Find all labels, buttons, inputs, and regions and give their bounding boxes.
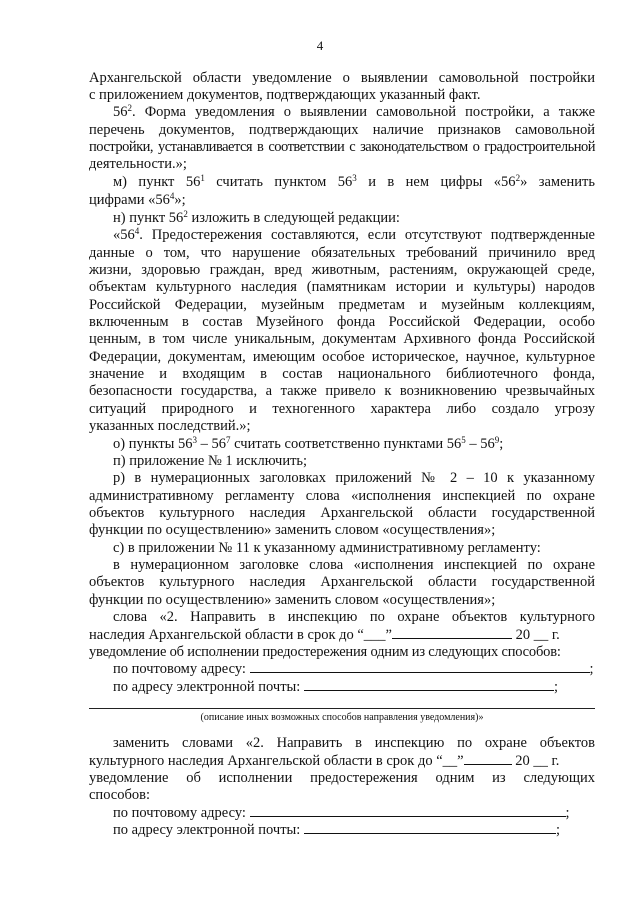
text-line: включенным в состав Музейного фонда Российской Федерации, особо (89, 314, 595, 330)
text-line: жизни, здоровью граждан, вред животным, растениям, окружающей среде, (89, 262, 595, 278)
text-line: слова «2. Направить в инспекцию по охране объектов культурного (113, 609, 595, 625)
text-line: р) в нумерационных заголовках приложений № 2 – 10 к указанному (113, 470, 595, 486)
text-line: в нумерационном заголовке слова «исполнения инспекцией по охране (113, 557, 595, 573)
postal-address-blank (250, 661, 590, 673)
text-line: данные о том, что нарушение обязательных требований причинило вред (89, 245, 595, 261)
text-line: безопасности государства, а также привело к возникновению чрезвычайных (89, 383, 595, 399)
text-line: о) пункты $56^3 - 56^7$ считать соответственно пунктами $56^5 - 56^9$; (113, 435, 504, 452)
text-line: объектов культурного наследия Архангельской области государственной (89, 574, 595, 590)
text-line: по почтовому адресу: ; (113, 805, 570, 821)
email-address-blank (304, 822, 556, 834)
text-line: указанных последствий.»; (89, 418, 251, 434)
text-line: функции по осуществлению» заменить словом «осуществления»; (89, 522, 496, 538)
text-line: Архангельской области уведомление о выявлении самовольной постройки (89, 70, 595, 86)
text-line: н) пункт $56^2$ изложить в следующей редакции: (113, 209, 400, 226)
text-line: с приложением документов, подтверждающих указанный факт. (89, 87, 481, 103)
text-line: деятельности.»; (89, 156, 187, 172)
postal-address-blank (250, 805, 566, 817)
date-blank (464, 753, 512, 765)
text-line: Российской Федерации, музейным предметам и музейным коллекциям, (89, 297, 595, 313)
text-line: объектам культурного наследия (памятникам истории и культуры) народов (89, 279, 595, 295)
text-line: по адресу электронной почты: ; (113, 822, 560, 838)
text-line: п) приложение № 1 исключить; (113, 453, 308, 469)
text-line: ситуаций природного и техногенного характера либо создало угрозу (89, 401, 595, 417)
text-line: объектов культурного наследия Архангельской области государственной (89, 505, 595, 521)
date-blank (392, 627, 512, 639)
text-line: культурного наследия Архангельской области в срок до “__” 20 __ г. (89, 753, 560, 769)
text-line: м) пункт $56^1$ считать пунктом $56^3$ и в нем цифры «$56^2$» заменить (113, 173, 595, 190)
text-line: функции по осуществлению» заменить словом «осуществления»; (89, 592, 496, 608)
text-line: заменить словами «2. Направить в инспекцию по охране объектов (113, 735, 595, 751)
divider-caption: (описание иных возможных способов направления уведомления)» (200, 712, 484, 723)
text-line: $56^2$. Форма уведомления о выявлении самовольной постройки, а также (113, 103, 595, 120)
text-line: уведомление об исполнении предостережения одним из следующих (89, 770, 595, 786)
text-line: по почтовому адресу: ; (113, 661, 594, 677)
text-line: по адресу электронной почты: ; (113, 679, 558, 695)
email-address-blank (304, 679, 554, 691)
text-line: способов: (89, 787, 150, 803)
text-line: с) в приложении № 11 к указанному административному регламенту: (113, 540, 541, 556)
text-line: цифрами «$56^4$»; (89, 191, 186, 208)
text-line: «$56^4$. Предостережения составляются, если отсутствуют подтвержденные (113, 226, 595, 243)
text-line: наследия Архангельской области в срок до “___” 20 __ г. (89, 627, 560, 643)
divider-line (89, 708, 595, 709)
text-line: перечень документов, подтверждающих наличие признаков самовольной (89, 122, 595, 138)
page-number: 4 (316, 38, 324, 53)
text-line: уведомление об исполнении предостережения одним из следующих способов: (89, 644, 561, 660)
text-line: административному регламенту слова «исполнения инспекцией по охране (89, 488, 595, 504)
text-line: Федерации, документам, имеющим особое историческое, научное, культурное (89, 349, 595, 365)
text-line: постройки, устанавливается в соответствии с законодательством о градостроительной (89, 139, 595, 155)
text-line: ценным, в том числе уникальным, документам Архивного фонда Российской (89, 331, 595, 347)
text-line: значение и входящим в состав национального библиотечного фонда, (89, 366, 595, 382)
